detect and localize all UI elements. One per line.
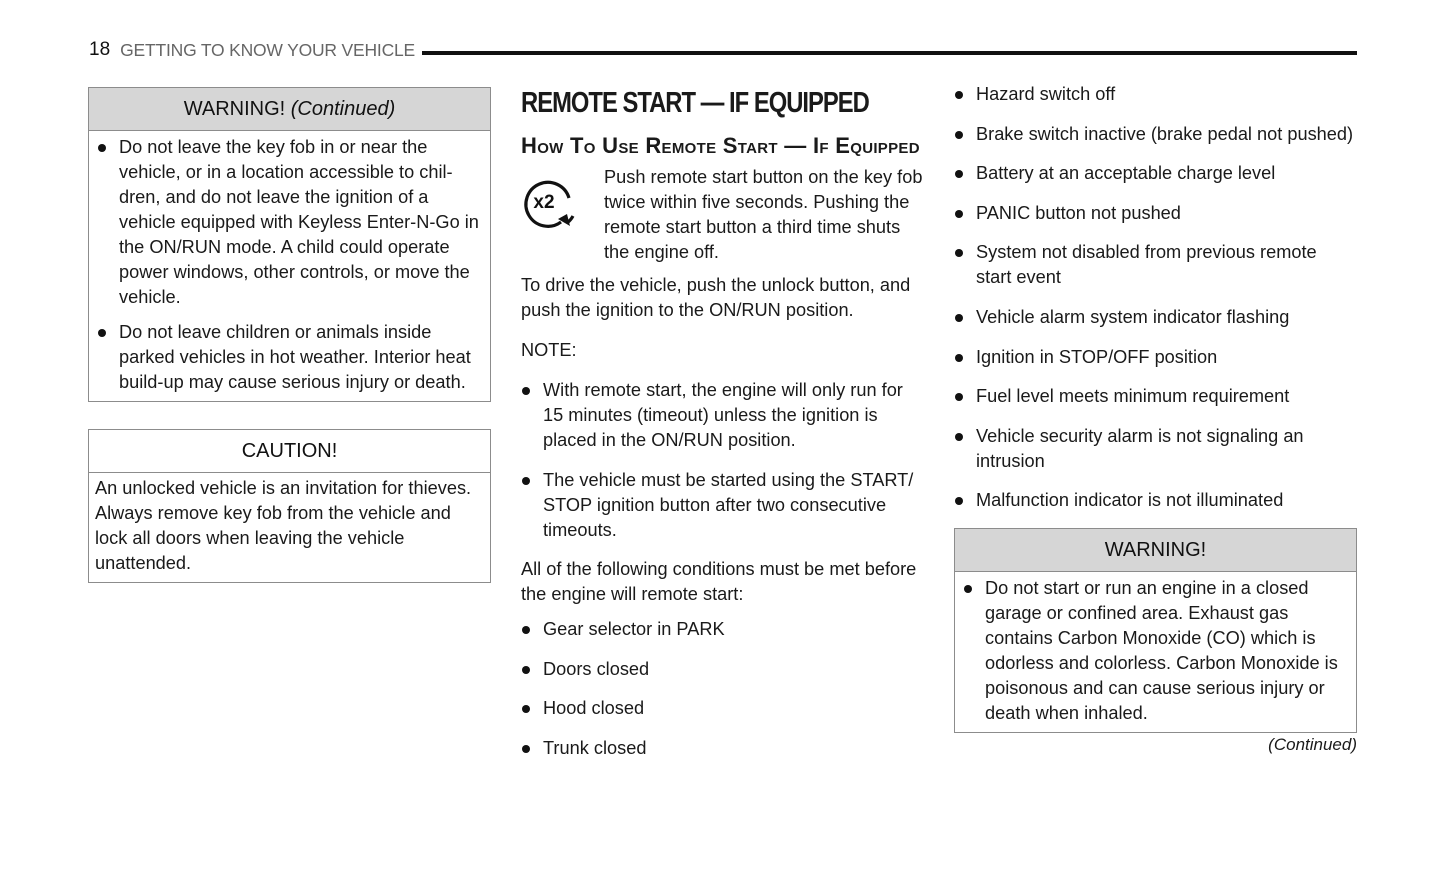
header-rule bbox=[422, 51, 1357, 55]
svg-text:x2: x2 bbox=[533, 192, 555, 213]
caution-body: An unlocked vehicle is an invitation for thieves. Always remove key fob from the vehicle and lock all doors when leaving the vehicle unattended. bbox=[95, 478, 472, 573]
warning-item: Do not start or run an engine in a closed garage or confined area. Exhaust gas contains Carbon Monoxide (CO) which is odorless and colorless. Carbon Monoxide is poisonous and can cause serious injury or death when inhaled. bbox=[963, 576, 1348, 726]
subsection-heading: How To Use Remote Start — If Equipped bbox=[521, 133, 920, 158]
conditions-list-continued bbox=[954, 82, 1357, 513]
condition-item: Vehicle alarm system indicator flashing bbox=[954, 305, 1357, 330]
warning-continued-title bbox=[89, 88, 490, 131]
condition-item: PANIC button not pushed bbox=[954, 201, 1357, 226]
page-header bbox=[89, 38, 1357, 62]
condition-item: Gear selector in PARK bbox=[521, 617, 926, 642]
right-column bbox=[954, 82, 1357, 755]
condition-item: System not disabled from previous remote start event bbox=[954, 240, 1357, 290]
note-label: NOTE: bbox=[521, 340, 577, 360]
condition-item: Hazard switch off bbox=[954, 82, 1357, 107]
section-title: GETTING TO KNOW YOUR VEHICLE bbox=[120, 39, 416, 60]
condition-item: Battery at an acceptable charge level bbox=[954, 161, 1357, 186]
caution-box bbox=[88, 429, 491, 583]
warning-item: Do not leave children or animals inside parked vehicles in hot weather. Interior heat build-up may cause serious injury or death. bbox=[97, 320, 482, 395]
condition-item: Trunk closed bbox=[521, 736, 926, 761]
warning-label: WARNING! bbox=[183, 98, 286, 120]
remote-start-instruction bbox=[521, 167, 926, 265]
note-item: The vehicle must be started using the START/ STOP ignition button after two consecutive timeouts. bbox=[521, 468, 926, 543]
note-list bbox=[521, 378, 926, 543]
middle-column bbox=[521, 87, 926, 776]
conditions-list bbox=[521, 617, 926, 761]
left-column bbox=[88, 87, 491, 583]
condition-item: Fuel level meets minimum requirement bbox=[954, 384, 1357, 409]
press-twice-icon bbox=[521, 172, 604, 265]
condition-item: Ignition in STOP/OFF position bbox=[954, 345, 1357, 370]
continued-label: (Continued) bbox=[290, 98, 396, 120]
page-number: 18 bbox=[89, 39, 111, 60]
warning-continued-box bbox=[88, 87, 491, 402]
co-warning-box bbox=[954, 528, 1357, 733]
caution-title: CAUTION! bbox=[89, 430, 490, 473]
drive-paragraph: To drive the vehicle, push the unlock button, and push the ignition to the ON/RUN position. bbox=[521, 275, 911, 320]
warning-item: Do not leave the key fob in or near the vehicle, or in a location accessible to chil-dren, and do not leave the ignition of a vehicle equipped with Keyless Enter-N-Go in the ON/RUN mode. A child could operate power windows, other controls, or move the vehicle. bbox=[97, 135, 482, 310]
condition-item: Malfunction indicator is not illuminated bbox=[954, 488, 1357, 513]
continued-note: (Continued) bbox=[1268, 734, 1357, 754]
note-item: With remote start, the engine will only run for 15 minutes (timeout) unless the ignition is placed in the ON/RUN position. bbox=[521, 378, 926, 453]
condition-item: Vehicle security alarm is not signaling an intrusion bbox=[954, 424, 1357, 474]
condition-item: Hood closed bbox=[521, 696, 926, 721]
section-heading: REMOTE START — IF EQUIPPED bbox=[521, 87, 869, 119]
conditions-intro: All of the following conditions must be met before the engine will remote start: bbox=[521, 559, 917, 605]
icon-paragraph: Push remote start button on the key fob twice within five seconds. Pushing the remote start button a third time shuts the engine off. bbox=[604, 167, 923, 262]
warning-title: WARNING! bbox=[955, 529, 1356, 572]
condition-item: Doors closed bbox=[521, 657, 926, 682]
co-warning-list bbox=[963, 576, 1348, 726]
condition-item: Brake switch inactive (brake pedal not pushed) bbox=[954, 122, 1357, 147]
warning-list bbox=[97, 135, 482, 395]
